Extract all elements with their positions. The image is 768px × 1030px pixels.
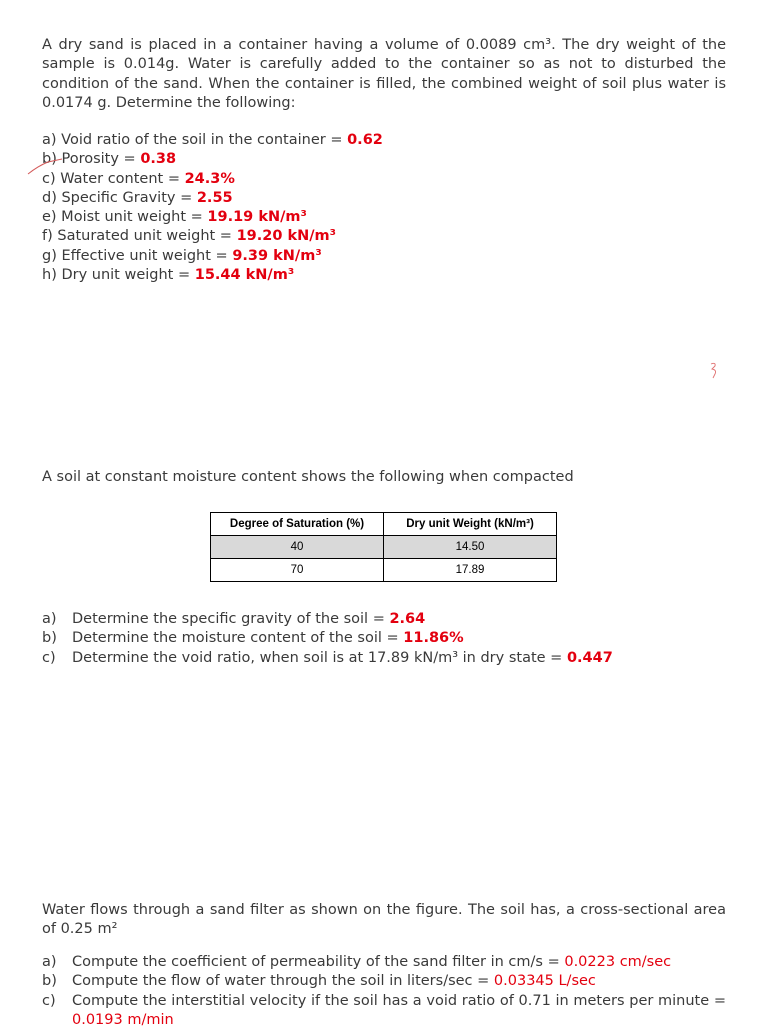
table-cell: 14.50	[384, 536, 557, 559]
table-header-row	[211, 513, 557, 536]
list-item: b) Determine the moisture content of the soil = 11.86%	[42, 630, 464, 647]
answer-value: 9.39 kN/m³	[232, 247, 322, 264]
answer-value: 24.3%	[184, 170, 235, 187]
table-row	[211, 559, 557, 582]
list-item: a) Determine the specific gravity of the soil = 2.64	[42, 611, 426, 627]
answer-value: 0.0223 cm/sec	[564, 954, 672, 970]
problem1-statement: A dry sand is placed in a container having a volume of 0.0089 cm³. The dry weight of the sample is 0.014g. Water is carefully added to the container so as not to disturbed the condition of the sand. When the container is filled, the combined weight of soil plus water is 0.0174 g. Determine the following:	[42, 37, 726, 111]
answer-value: 0.03345 L/sec	[493, 973, 596, 990]
answer-value: 19.19 kN/m³	[207, 209, 307, 226]
answer-value: 11.86%	[403, 630, 464, 647]
table-header: Dry unit Weight (kN/m³)	[384, 513, 557, 536]
handwritten-margin-mark	[708, 360, 720, 380]
list-item: a) Void ratio of the soil in the container = 0.62	[42, 132, 383, 148]
problem2-answer-list	[42, 610, 726, 668]
table-cell: 17.89	[384, 559, 557, 582]
list-item: f) Saturated unit weight = 19.20 kN/m³	[42, 228, 337, 245]
problem1-answer-list	[42, 131, 726, 285]
saturation-table	[210, 512, 557, 582]
table-row	[211, 536, 557, 559]
list-item: b) Porosity = 0.38	[42, 151, 177, 168]
list-item: c) Compute the interstitial velocity if the soil has a void ratio of 0.71 in meters per minute = 0.0193 m/min	[42, 992, 726, 1028]
answer-value: 2.55	[196, 189, 233, 206]
answer-value: 15.44 kN/m³	[194, 267, 295, 284]
problem3-statement: Water flows through a sand filter as shown on the figure. The soil has, a cross-sectional area of 0.25 m²	[42, 902, 726, 938]
list-item: g) Effective unit weight = 9.39 kN/m³	[42, 247, 322, 264]
answer-value: 19.20 kN/m³	[236, 228, 337, 245]
list-item: h) Dry unit weight = 15.44 kN/m³	[42, 267, 295, 284]
table-cell: 40	[211, 536, 384, 559]
answer-value: 2.64	[389, 611, 426, 627]
answer-value: 0.62	[347, 132, 383, 148]
list-item: a) Compute the coefficient of permeability of the sand filter in cm/s = 0.0223 cm/sec	[42, 954, 672, 970]
list-item: c) Determine the void ratio, when soil is at 17.89 kN/m³ in dry state = 0.447	[42, 649, 613, 666]
problem3-answer-list	[42, 953, 726, 1030]
list-item: e) Moist unit weight = 19.19 kN/m³	[42, 209, 307, 226]
problem2-statement: A soil at constant moisture content shows the following when compacted	[42, 469, 574, 485]
list-item: d) Specific Gravity = 2.55	[42, 189, 233, 206]
table-header: Degree of Saturation (%)	[211, 513, 384, 536]
list-item: c) Water content = 24.3%	[42, 170, 235, 187]
list-item: b) Compute the flow of water through the soil in liters/sec = 0.03345 L/sec	[42, 973, 596, 990]
table-cell: 70	[211, 559, 384, 582]
answer-value: 0.447	[566, 649, 613, 666]
answer-value: 0.38	[140, 151, 177, 168]
answer-value: 0.0193 m/min	[72, 1011, 174, 1028]
handwritten-strike-mark	[26, 156, 66, 178]
